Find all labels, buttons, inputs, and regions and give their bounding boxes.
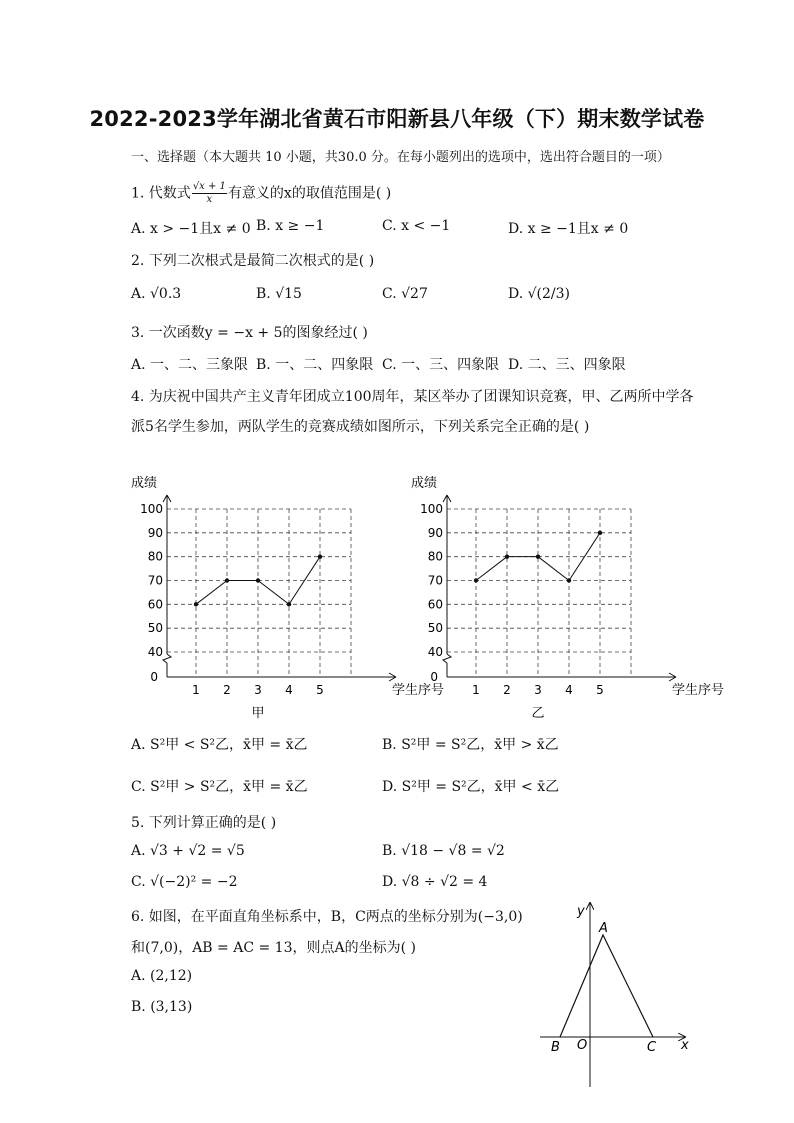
y-tick-label: 100 [140,502,163,516]
y-tick-label: 70 [147,573,163,588]
y-axis-label: y [577,904,585,919]
x-axis-title: 学生序号 [392,683,445,698]
q6-option-a[interactable]: A. (2,12) [131,968,193,984]
point-b-label: B [551,1040,560,1055]
question-4-line-1: 4. 为庆祝中国共产主义青年团成立100周年，某区举办了团课知识竞赛，甲、乙两所中学各 [131,389,694,405]
q2-option-b[interactable]: B. √15 [256,286,302,302]
chart-jia [131,475,444,721]
q6-option-b[interactable]: B. (3,13) [131,999,193,1015]
y-axis-title: 成绩 [131,476,158,491]
q5-option-b[interactable]: B. √18 − √8 = √2 [382,843,505,859]
y-tick-label: 90 [147,525,163,540]
x-tick-label: 4 [285,683,293,697]
q4-charts [120,465,725,730]
x-tick-label: 5 [316,683,324,697]
data-point [318,554,322,558]
q1-option-d[interactable]: D. x ≥ −1且x ≠ 0 [508,221,629,237]
y-tick-label: 90 [427,525,443,540]
point-c-label: C [647,1040,657,1055]
q5-option-d[interactable]: D. √8 ÷ √2 = 4 [382,874,488,890]
q1-fraction [192,181,227,206]
data-point [505,554,509,558]
q1-option-b[interactable]: B. x ≥ −1 [256,218,325,234]
x-tick-label: 2 [503,683,511,697]
y-tick-label: 100 [420,502,443,516]
data-point [194,602,198,606]
q4-option-d[interactable]: D. S²甲 = S²乙，x̄甲 < x̄乙 [382,779,560,795]
question-5: 5. 下列计算正确的是( ) [131,815,277,831]
q1-option-c[interactable]: C. x < −1 [382,218,451,234]
axis-break-mark [443,654,451,663]
chart-title: 甲 [251,706,265,721]
x-tick-label: 1 [192,683,200,697]
question-6-line-2: 和(7,0)，AB = AC = 13，则点A的坐标为( ) [131,940,416,956]
y-tick-label: 70 [427,573,443,588]
q5-option-c[interactable]: C. √(−2)² = −2 [131,874,238,890]
question-3: 3. 一次函数y = −x + 5的图象经过( ) [131,325,368,341]
y-tick-label: 50 [427,621,443,636]
q1-stem-suffix: 有意义的x的取值范围是( ) [227,185,392,202]
origin-label: O [577,1038,588,1053]
y-tick-label: 60 [147,597,163,612]
x-tick-label: 3 [254,683,262,697]
q3-option-b[interactable]: B. 一、二、四象限 [256,357,374,373]
q4-option-b[interactable]: B. S²甲 = S²乙，x̄甲 > x̄乙 [382,737,559,753]
data-point [225,578,229,582]
data-point [287,602,291,606]
data-point [567,578,571,582]
y-tick-label: 0 [430,670,438,684]
question-2: 2. 下列二次根式是最简二次根式的是( ) [131,253,375,269]
data-point [474,578,478,582]
triangle-abc [560,935,653,1037]
q1-stem-prefix: 1. 代数式 [131,185,191,202]
section-heading: 一、选择题（本大题共 10 小题，共30.0 分。在每小题列出的选项中，选出符合题目的一项） [131,150,670,165]
data-point [536,554,540,558]
y-tick-label: 50 [147,621,163,636]
question-4-line-2: 派5名学生参加，两队学生的竞赛成绩如图所示，下列关系完全正确的是( ) [131,419,590,435]
y-tick-label: 80 [147,549,163,564]
page-title: 2022-2023学年湖北省黄石市阳新县八年级（下）期末数学试卷 [89,107,705,131]
y-axis-title: 成绩 [411,476,438,491]
q3-option-c[interactable]: C. 一、三、四象限 [382,357,500,373]
y-tick-label: 40 [427,645,443,659]
question-1 [131,181,391,206]
x-tick-label: 5 [596,683,604,697]
chart-title: 乙 [531,706,545,721]
q5-option-a[interactable]: A. √3 + √2 = √5 [131,843,245,859]
q2-option-d[interactable]: D. √(2/3) [508,286,571,302]
q1-option-a[interactable]: A. x > −1且x ≠ 0 [131,221,251,237]
q1-frac-num: √x + 1 [192,181,226,192]
q2-option-a[interactable]: A. √0.3 [131,286,182,302]
y-tick-label: 40 [147,645,163,659]
q3-option-d[interactable]: D. 二、三、四象限 [508,357,626,373]
q4-option-a[interactable]: A. S²甲 < S²乙，x̄甲 = x̄乙 [131,737,308,753]
x-axis-label: x [681,1038,689,1053]
x-tick-label: 3 [534,683,542,697]
point-a-label: A [599,921,608,936]
x-tick-label: 4 [565,683,573,697]
y-tick-label: 0 [150,670,158,684]
axis-break-mark [163,654,171,663]
y-tick-label: 60 [427,597,443,612]
x-axis-title: 学生序号 [672,683,725,698]
q4-option-c[interactable]: C. S²甲 > S²乙，x̄甲 = x̄乙 [131,779,308,795]
question-6-line-1: 6. 如图，在平面直角坐标系中，B，C两点的坐标分别为(−3,0) [131,909,523,925]
data-point [256,578,260,582]
x-tick-label: 1 [472,683,480,697]
q3-option-a[interactable]: A. 一、二、三象限 [131,357,249,373]
data-point [598,531,602,535]
q6-triangle-figure [535,895,695,1095]
q1-frac-den: x [206,194,213,205]
x-tick-label: 2 [223,683,231,697]
y-tick-label: 80 [427,549,443,564]
chart-yi [411,475,724,721]
q2-option-c[interactable]: C. √27 [382,286,428,302]
